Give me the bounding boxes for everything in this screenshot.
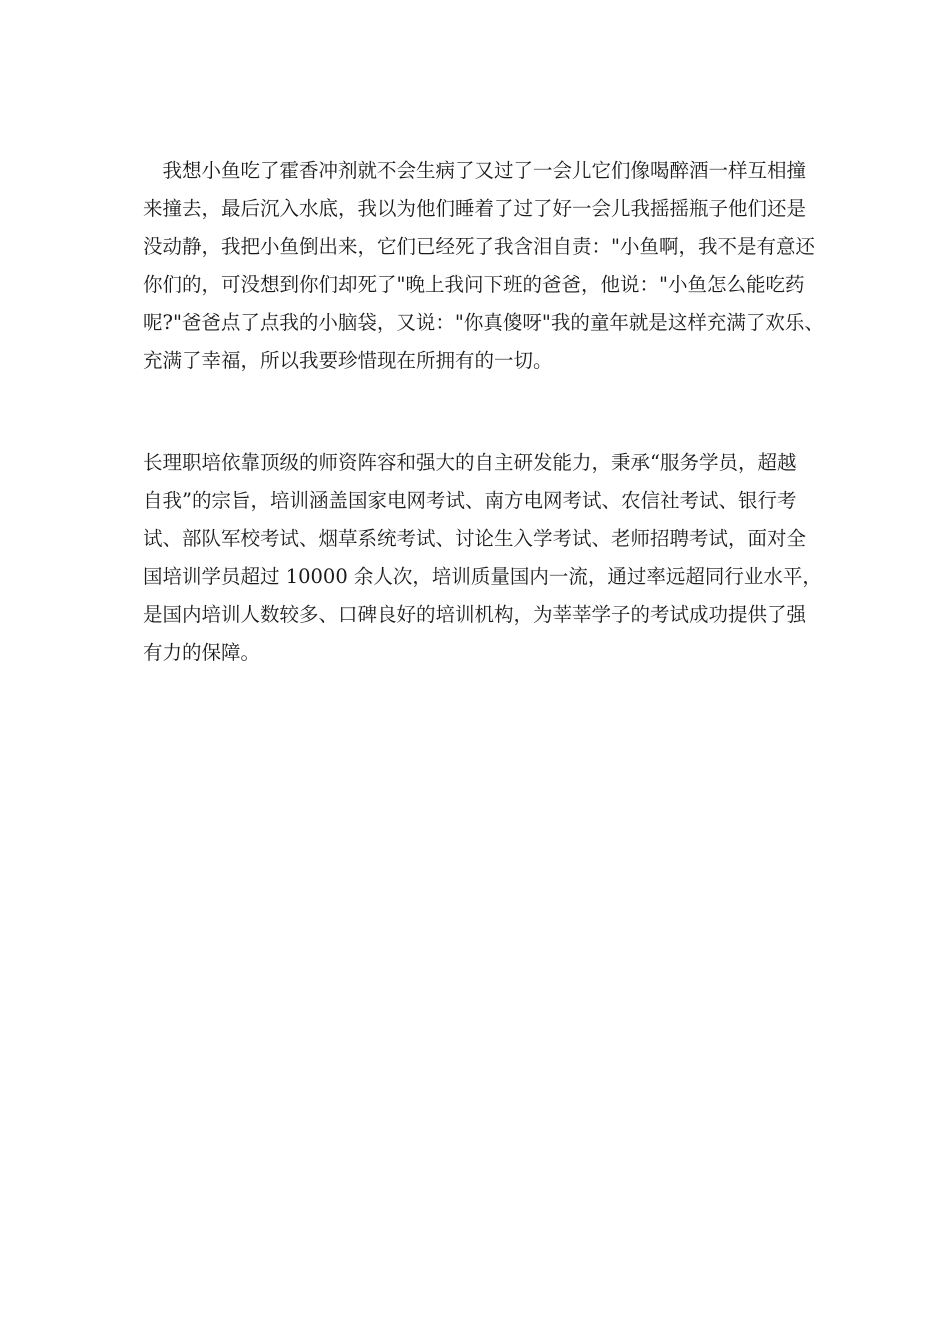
paragraph-line: 有力的保障。 (143, 641, 261, 664)
paragraph-line: 长理职培依靠顶级的师资阵容和强大的自主研发能力，秉承“服务学员，超越 (143, 451, 797, 474)
paragraph-line: 来撞去，最后沉入水底，我以为他们睡着了过了好一会儿我摇摇瓶子他们还是 (143, 197, 807, 220)
advertisement-paragraph (143, 444, 822, 672)
story-paragraph (143, 152, 824, 380)
paragraph-line: 呢?"爸爸点了点我的小脑袋，又说："你真傻呀"我的童年就是这样充满了欢乐、 (143, 311, 824, 334)
paragraph-line: 试、部队军校考试、烟草系统考试、讨论生入学考试、老师招聘考试，面对全 (143, 527, 807, 550)
paragraph-line: 我想小鱼吃了霍香冲剂就不会生病了又过了一会儿它们像喝醉酒一样互相撞 (143, 159, 807, 182)
paragraph-line: 国培训学员超过 10000 余人次，培训质量国内一流，通过率远超同行业水平， (143, 565, 822, 588)
paragraph-line: 没动静，我把小鱼倒出来，它们已经死了我含泪自责："小鱼啊，我不是有意还 (143, 235, 815, 258)
paragraph-line: 充满了幸福，所以我要珍惜现在所拥有的一切。 (143, 349, 553, 372)
paragraph-line: 自我”的宗旨，培训涵盖国家电网考试、南方电网考试、农信社考试、银行考 (143, 489, 797, 512)
paragraph-line: 你们的，可没想到你们却死了"晚上我问下班的爸爸，他说："小鱼怎么能吃药 (143, 273, 805, 296)
paragraph-line: 是国内培训人数较多、口碑良好的培训机构，为莘莘学子的考试成功提供了强 (143, 603, 807, 626)
